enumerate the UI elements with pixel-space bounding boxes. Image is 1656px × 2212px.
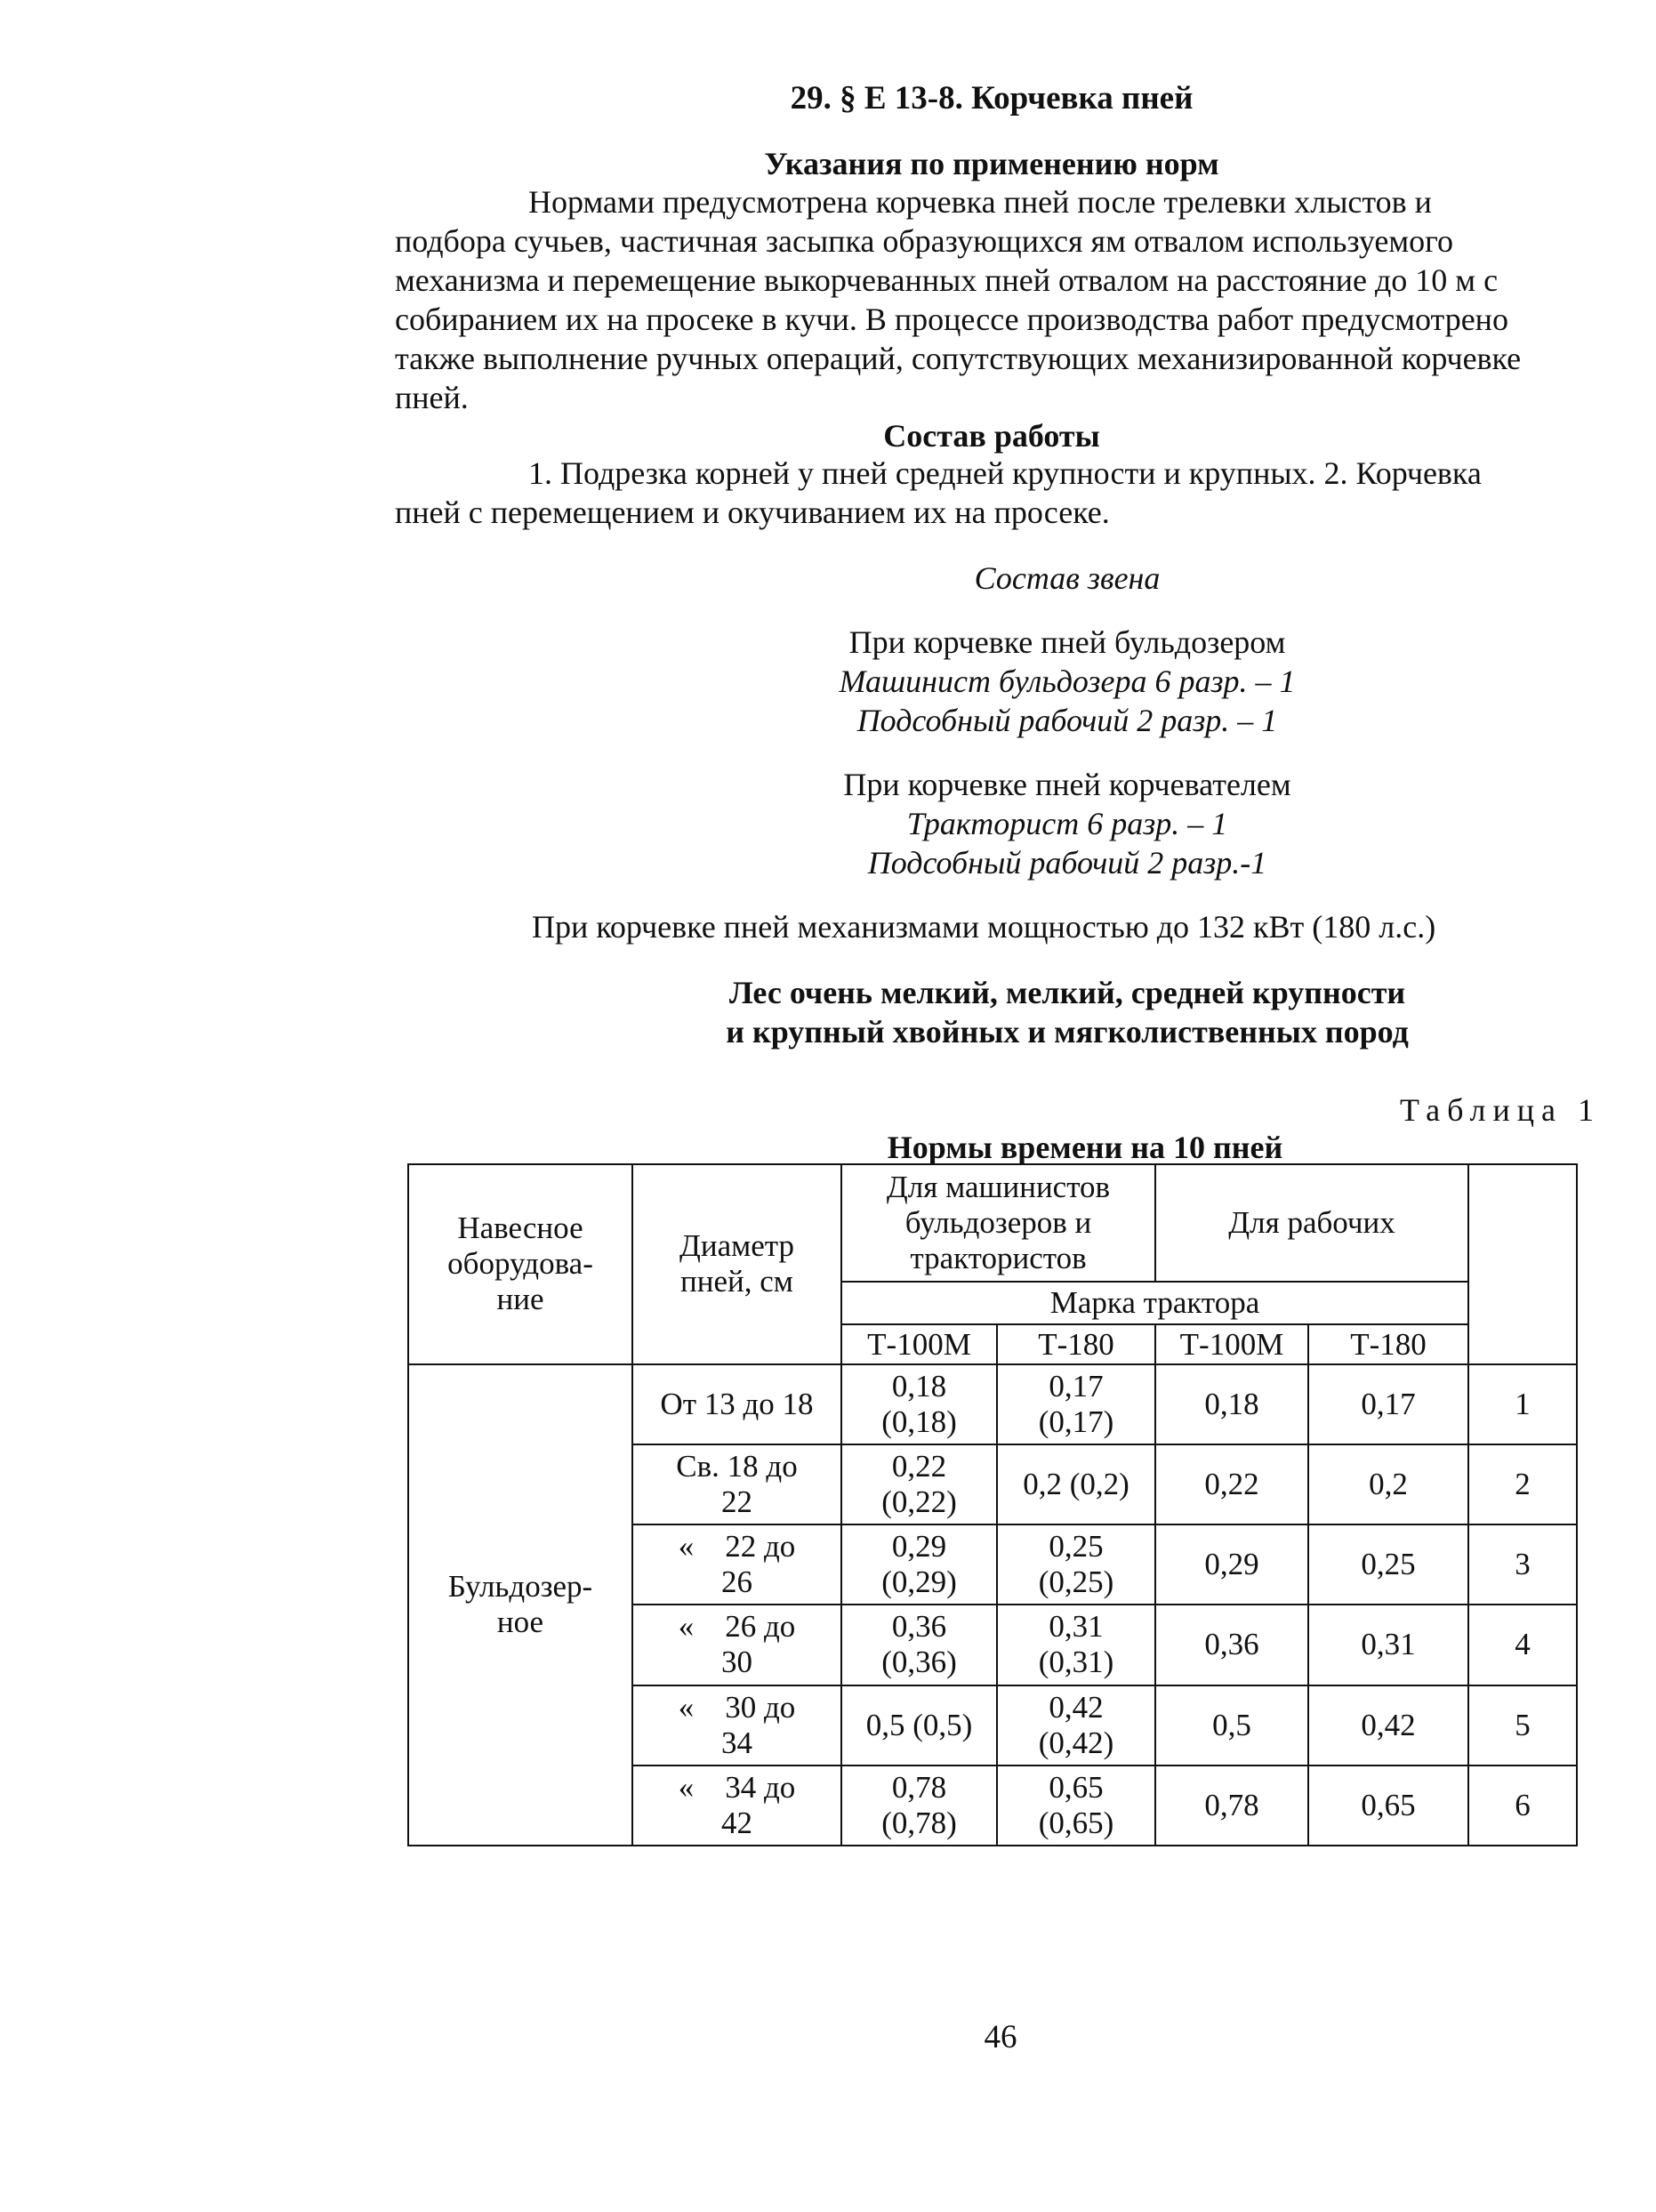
diameter-cell: « 26 до 30 bbox=[632, 1605, 841, 1685]
header-equipment: Навесное оборудова-ние bbox=[408, 1164, 632, 1364]
crew-bulldozer-line: Машинист бульдозера 6 разр. – 1 bbox=[839, 664, 1296, 699]
header-brand: Т-180 bbox=[1308, 1324, 1468, 1363]
machinist-t100-cell: 0,36 (0,36) bbox=[841, 1605, 997, 1685]
row-number-cell: 2 bbox=[1468, 1444, 1577, 1524]
paragraph-line: Нормами предусмотрена корчевка пней после трелевки хлыстов и bbox=[528, 184, 1432, 220]
crew-heading: Состав звена bbox=[974, 560, 1161, 596]
table-caption: Нормы времени на 10 пней bbox=[887, 1130, 1283, 1165]
machinist-t180-cell: 0,2 (0,2) bbox=[997, 1444, 1155, 1524]
header-diameter: Диаметр пней, см bbox=[632, 1164, 841, 1364]
worker-t100-cell: 0,5 bbox=[1155, 1685, 1308, 1766]
worker-t100-cell: 0,78 bbox=[1155, 1766, 1308, 1846]
norms-table bbox=[407, 1163, 1578, 1846]
page-number: 46 bbox=[984, 2019, 1017, 2055]
header-workers: Для рабочих bbox=[1155, 1164, 1468, 1282]
crew-uprooter-line: Тракторист 6 разр. – 1 bbox=[906, 806, 1228, 841]
crew-uprooter bbox=[729, 765, 1405, 882]
diameter-cell: Св. 18 до 22 bbox=[632, 1444, 841, 1524]
worker-t180-cell: 0,17 bbox=[1308, 1364, 1468, 1444]
row-number-cell: 6 bbox=[1468, 1766, 1577, 1846]
header-brand: Т-100М bbox=[1155, 1324, 1308, 1363]
diameter-cell: От 13 до 18 bbox=[632, 1364, 841, 1444]
row-number-cell: 1 bbox=[1468, 1364, 1577, 1444]
forest-heading bbox=[623, 973, 1512, 1051]
diameter-cell: « 34 до 42 bbox=[632, 1766, 841, 1846]
table-row bbox=[408, 1364, 1577, 1444]
worker-t180-cell: 0,65 bbox=[1308, 1766, 1468, 1846]
machinist-t180-cell: 0,65 (0,65) bbox=[997, 1766, 1155, 1846]
worker-t180-cell: 0,2 bbox=[1308, 1444, 1468, 1524]
forest-heading-line: и крупный хвойных и мягколиственных пород bbox=[726, 1014, 1409, 1050]
section-title: 29. § Е 13-8. Корчевка пней bbox=[790, 80, 1194, 117]
diameter-cell: « 22 до 26 bbox=[632, 1524, 841, 1605]
crew-uprooter-title: При корчевке пней корчевателем bbox=[843, 767, 1291, 802]
worker-t100-cell: 0,18 bbox=[1155, 1364, 1308, 1444]
paragraph-line: подбора сучьев, частичная засыпка образующихся ям отвалом используемого bbox=[395, 223, 1454, 259]
equipment-cell: Бульдозер-ное bbox=[408, 1364, 632, 1846]
worker-t100-cell: 0,29 bbox=[1155, 1524, 1308, 1605]
row-number-cell: 5 bbox=[1468, 1685, 1577, 1766]
table-header-row bbox=[408, 1164, 1577, 1282]
header-number bbox=[1468, 1164, 1577, 1364]
header-brand: Т-180 bbox=[997, 1324, 1155, 1363]
guidelines-heading: Указания по применению норм bbox=[764, 146, 1219, 181]
machinist-t100-cell: 0,22 (0,22) bbox=[841, 1444, 997, 1524]
worker-t100-cell: 0,36 bbox=[1155, 1605, 1308, 1685]
worker-t100-cell: 0,22 bbox=[1155, 1444, 1308, 1524]
work-paragraph bbox=[395, 454, 1599, 532]
machinist-t100-cell: 0,5 (0,5) bbox=[841, 1685, 997, 1766]
machinist-t100-cell: 0,29 (0,29) bbox=[841, 1524, 997, 1605]
header-machinists: Для машинистов бульдозеров и трактористов bbox=[841, 1164, 1155, 1282]
paragraph-line: пней. bbox=[395, 380, 469, 415]
machinist-t180-cell: 0,31 (0,31) bbox=[997, 1605, 1155, 1685]
paragraph-line: 1. Подрезка корней у пней средней крупности и крупных. 2. Корчевка bbox=[528, 455, 1482, 491]
paragraph-line: пней с перемещением и окучиванием их на просеке. bbox=[395, 495, 1110, 530]
machinist-t180-cell: 0,42 (0,42) bbox=[997, 1685, 1155, 1766]
header-brand: Т-100М bbox=[841, 1324, 997, 1363]
crew-bulldozer-line: Подсобный рабочий 2 разр. – 1 bbox=[856, 703, 1278, 738]
machinist-t180-cell: 0,25 (0,25) bbox=[997, 1524, 1155, 1605]
header-tractor-brand: Марка трактора bbox=[841, 1282, 1468, 1324]
crew-uprooter-line: Подсобный рабочий 2 разр.-1 bbox=[867, 845, 1267, 881]
power-note: При корчевке пней механизмами мощностью до 132 кВт (180 л.с.) bbox=[532, 909, 1436, 945]
paragraph-line: также выполнение ручных операций, сопутствующих механизированной корчевке bbox=[395, 341, 1522, 376]
guidelines-paragraph bbox=[395, 182, 1599, 417]
paragraph-line: собиранием их на просеке в кучи. В процессе производства работ предусмотрено bbox=[395, 302, 1508, 337]
crew-bulldozer bbox=[729, 623, 1405, 740]
table-label: Таблица 1 bbox=[1400, 1092, 1601, 1128]
row-number-cell: 4 bbox=[1468, 1605, 1577, 1685]
machinist-t100-cell: 0,78 (0,78) bbox=[841, 1766, 997, 1846]
paragraph-line: механизма и перемещение выкорчеванных пней отвалом на расстояние до 10 м с bbox=[395, 262, 1499, 298]
worker-t180-cell: 0,31 bbox=[1308, 1605, 1468, 1685]
machinist-t100-cell: 0,18 (0,18) bbox=[841, 1364, 997, 1444]
forest-heading-line: Лес очень мелкий, мелкий, средней крупности bbox=[728, 975, 1406, 1010]
row-number-cell: 3 bbox=[1468, 1524, 1577, 1605]
worker-t180-cell: 0,25 bbox=[1308, 1524, 1468, 1605]
crew-bulldozer-title: При корчевке пней бульдозером bbox=[848, 624, 1286, 660]
diameter-cell: « 30 до 34 bbox=[632, 1685, 841, 1766]
worker-t180-cell: 0,42 bbox=[1308, 1685, 1468, 1766]
machinist-t180-cell: 0,17 (0,17) bbox=[997, 1364, 1155, 1444]
work-heading: Состав работы bbox=[883, 418, 1100, 454]
